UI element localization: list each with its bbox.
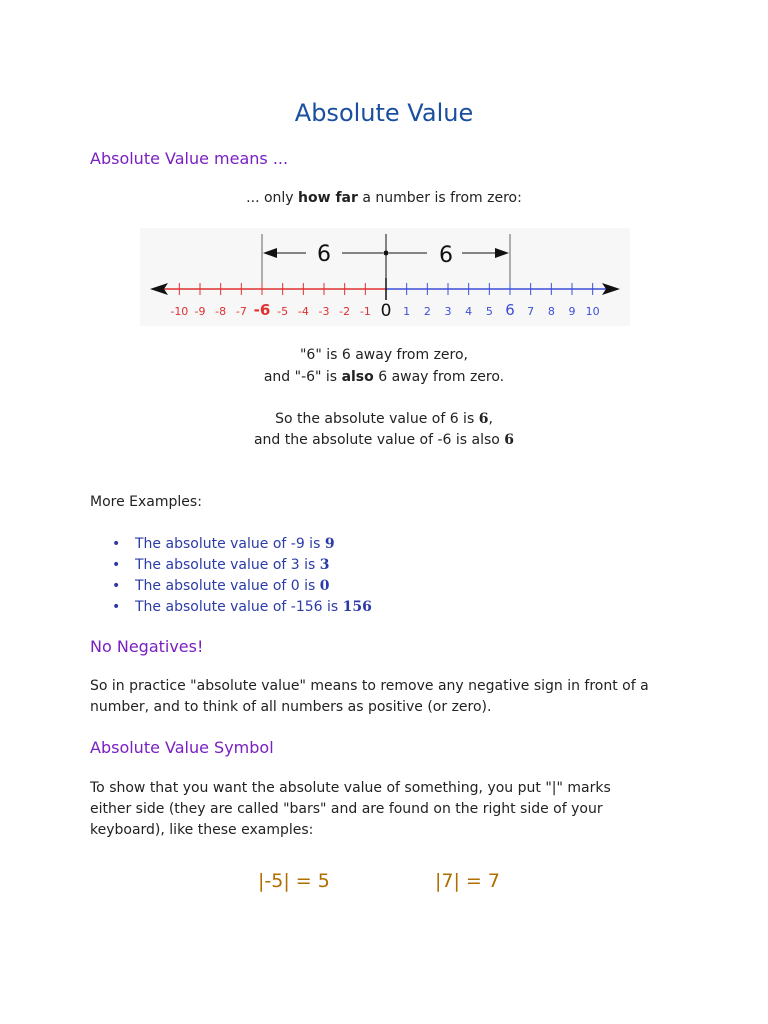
list-item: [90, 576, 372, 597]
tick-label: -8: [215, 305, 227, 318]
distance-label-right: 6: [439, 243, 453, 268]
expl4-bold: 6: [504, 432, 515, 448]
bullet: •: [112, 536, 121, 552]
expl3-bold: 6: [478, 411, 489, 427]
symbol-example-2: |7| = 7: [435, 870, 500, 892]
expl2-post: 6 away from zero.: [373, 369, 505, 385]
tick-label: 9: [568, 305, 576, 318]
examples-heading: More Examples:: [90, 494, 202, 510]
expl3-pre: So the absolute value of 6 is: [275, 411, 479, 427]
symbol-line-2: either side (they are called "bars" and are found on the right side of your: [90, 801, 603, 817]
tick-label: 5: [485, 305, 493, 318]
list-item: [90, 597, 372, 618]
explanation-line-2: [0, 369, 768, 385]
example-text: The absolute value of -156 is: [135, 599, 343, 615]
tick-label: 8: [547, 305, 555, 318]
tick-label: 1: [403, 305, 411, 318]
tick-label-zero: 0: [380, 301, 392, 321]
examples-list: [90, 534, 372, 618]
example-value: 9: [324, 536, 335, 552]
expl2-pre: and "-6" is: [263, 369, 342, 385]
page-title: Absolute Value: [294, 99, 474, 127]
tick-label: -3: [318, 305, 330, 318]
example-text: The absolute value of 0 is: [135, 578, 320, 594]
intro-bold: how far: [298, 190, 358, 206]
tick-label: 6: [505, 301, 515, 319]
list-item: [90, 534, 372, 555]
section-heading-symbol: Absolute Value Symbol: [90, 738, 274, 757]
tick-label: -6: [253, 301, 271, 319]
explanation-line-4: [0, 432, 768, 448]
bullet: •: [112, 557, 121, 573]
tick-label: -10: [170, 305, 189, 318]
tick-label: -4: [297, 305, 309, 318]
example-value: 3: [319, 557, 330, 573]
tick-label: -2: [339, 305, 351, 318]
symbol-example-1: |-5| = 5: [258, 870, 330, 892]
distance-label-left: 6: [317, 242, 331, 267]
example-text: The absolute value of -9 is: [135, 536, 325, 552]
tick-label: 2: [423, 305, 431, 318]
symbol-line-3: keyboard), like these examples:: [90, 822, 314, 838]
tick-label: 3: [444, 305, 452, 318]
tick-label: 4: [465, 305, 473, 318]
tick-label: 7: [527, 305, 535, 318]
tick-label: -9: [194, 305, 206, 318]
tick-label: 10: [585, 305, 600, 318]
tick-label: -5: [277, 305, 289, 318]
no-negatives-line-2: number, and to think of all numbers as positive (or zero).: [90, 699, 492, 715]
bullet: •: [112, 578, 121, 594]
bullet: •: [112, 599, 121, 615]
symbol-line-1: To show that you want the absolute value of something, you put "|" marks: [90, 780, 611, 796]
expl4-pre: and the absolute value of -6 is also: [253, 432, 505, 448]
example-value: 156: [342, 599, 372, 615]
list-item: [90, 555, 372, 576]
explanation-line-1: "6" is 6 away from zero,: [299, 347, 469, 363]
tick-label: -1: [359, 305, 371, 318]
explanation-line-3: [0, 411, 768, 427]
section-heading-means: Absolute Value means ...: [90, 149, 289, 168]
section-heading-no-negatives: No Negatives!: [90, 637, 204, 656]
example-text: The absolute value of 3 is: [135, 557, 320, 573]
intro-post: a number is from zero:: [357, 190, 522, 206]
number-line-diagram: [140, 228, 630, 326]
intro-line: [0, 190, 768, 206]
no-negatives-line-1: So in practice "absolute value" means to remove any negative sign in front of a: [90, 678, 649, 694]
intro-pre: ... only: [246, 190, 299, 206]
center-dot: [384, 251, 389, 256]
tick-label: -7: [235, 305, 247, 318]
expl3-post: ,: [488, 411, 493, 427]
example-value: 0: [319, 578, 330, 594]
expl2-bold: also: [341, 369, 374, 385]
